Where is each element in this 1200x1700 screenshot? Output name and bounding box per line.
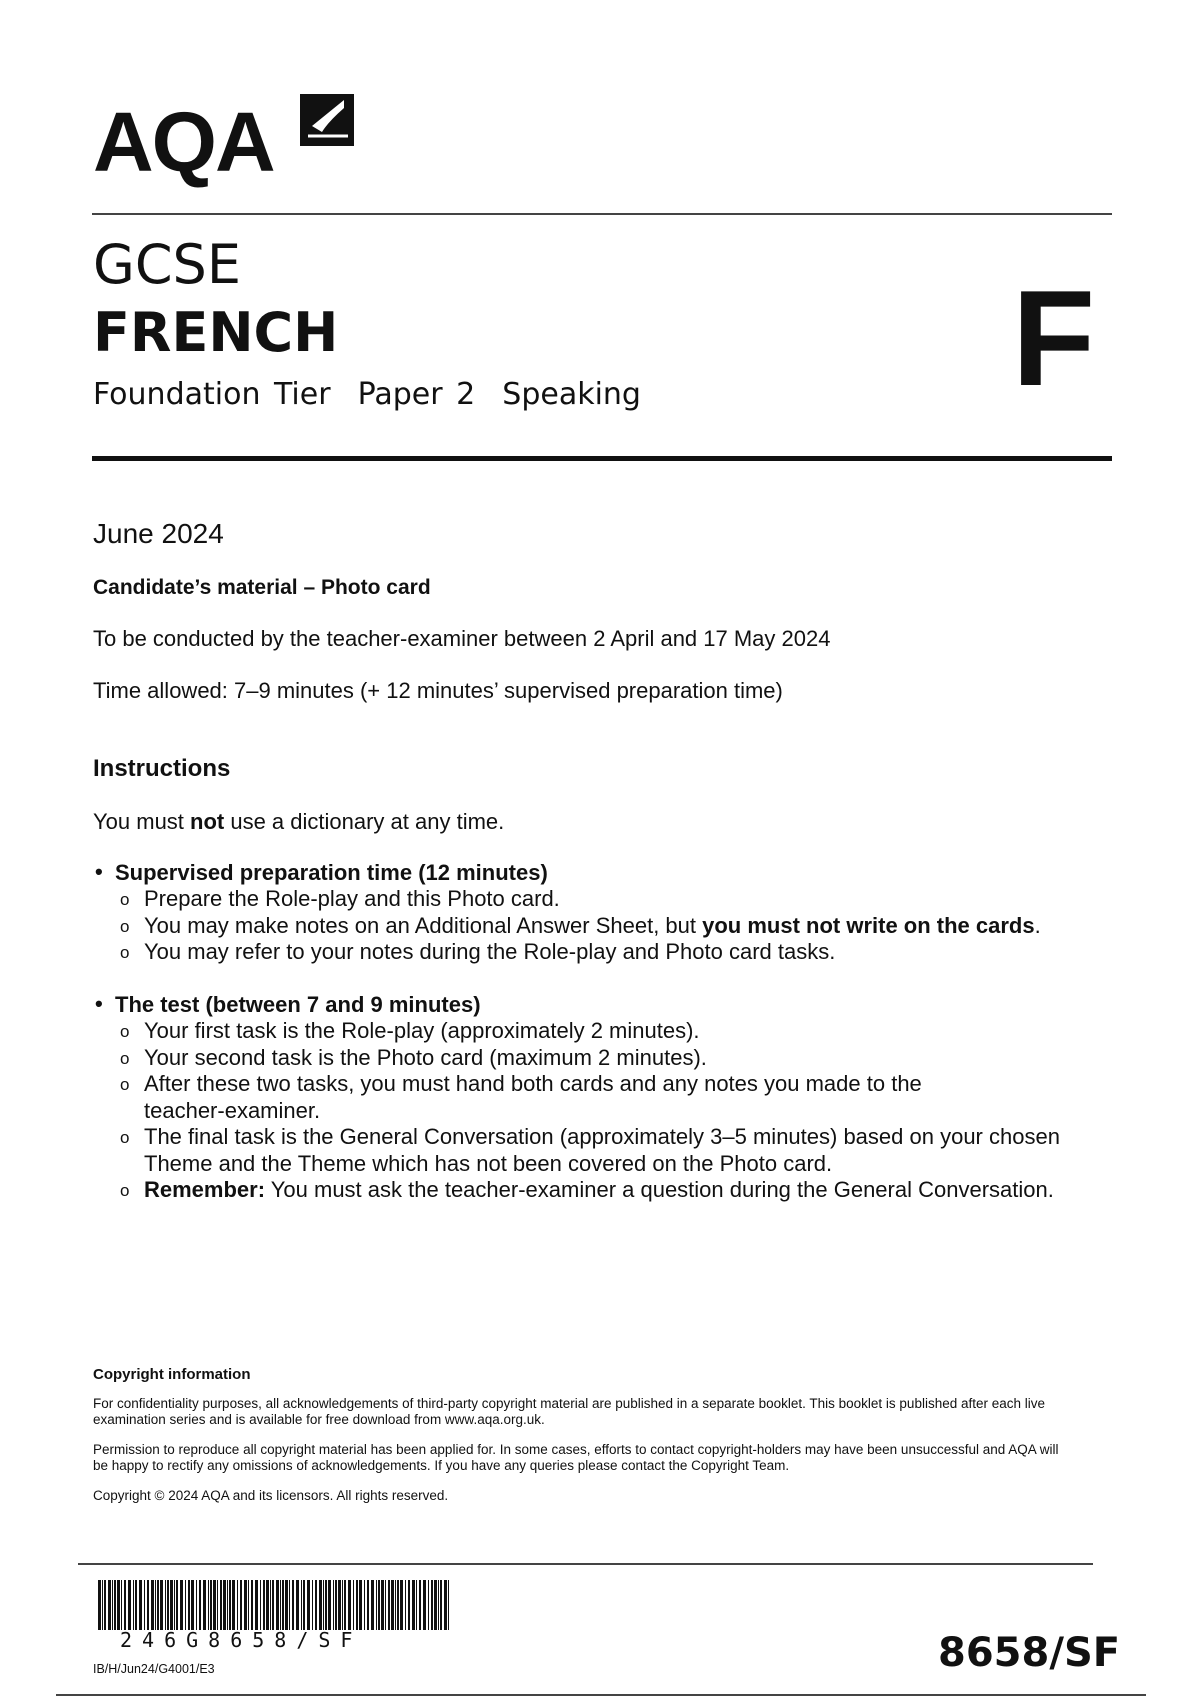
time-allowed-text: Time allowed: 7–9 minutes (+ 12 minutes’ supervised preparation time): [93, 678, 783, 703]
barcode-bar: [255, 1580, 258, 1630]
barcode-bar: [263, 1580, 265, 1630]
prep-item: o You may refer to your notes during the Role-play and Photo card tasks.: [93, 939, 1093, 966]
instructions-heading: Instructions: [93, 755, 231, 782]
reference-code: IB/H/Jun24/G4001/E3: [93, 1662, 215, 1676]
barcode-bar: [144, 1580, 145, 1630]
barcode-bar: [282, 1580, 284, 1630]
barcode-bar: [395, 1580, 396, 1630]
barcode-bar: [160, 1580, 163, 1630]
barcode-bar: [319, 1580, 322, 1630]
barcode-bar: [155, 1580, 156, 1630]
paper-subtitle: [93, 377, 641, 412]
test-title: • The test (between 7 and 9 minutes): [93, 992, 1093, 1018]
copyright-paragraph: For confidentiality purposes, all acknowledgements of third-party copyright material are published in a separate booklet. This booklet is published after each live examination series and is available for free download from www.aqa.org.uk.: [93, 1396, 1046, 1427]
paper-label: Paper 2: [357, 377, 476, 412]
barcode-bar: [391, 1580, 394, 1630]
barcode-bar: [102, 1580, 103, 1630]
test-item: o After these two tasks, you must hand both cards and any notes you made to the teacher-examiner.: [93, 1071, 924, 1124]
barcode-bar: [196, 1580, 197, 1630]
barcode-bar: [266, 1580, 269, 1630]
barcode-bar: [333, 1580, 334, 1630]
barcode-bar: [323, 1580, 324, 1630]
barcode-bar: [244, 1580, 247, 1630]
test-item: o Your second task is the Photo card (maximum 2 minutes).: [93, 1045, 1093, 1072]
barcode-bar: [232, 1580, 235, 1630]
barcode-bar: [296, 1580, 299, 1630]
barcode-bar: [378, 1580, 380, 1630]
barcode-bar: [400, 1580, 403, 1630]
barcode-bar: [280, 1580, 281, 1630]
barcode-bar: [220, 1580, 222, 1630]
barcode-bar: [428, 1580, 429, 1630]
header-bottom-rule: [92, 456, 1112, 461]
page-bottom-rule: [56, 1694, 1146, 1696]
barcode-bar: [431, 1580, 433, 1630]
barcode-bar: [124, 1580, 126, 1630]
barcode-bar: [307, 1580, 310, 1630]
barcode-bar: [342, 1580, 343, 1630]
barcode-bar: [376, 1580, 377, 1630]
barcode-bar: [440, 1580, 442, 1630]
barcode-bar: [121, 1580, 122, 1630]
prep-section: [93, 860, 1093, 966]
barcode-bar: [301, 1580, 302, 1630]
barcode-bar: [98, 1580, 101, 1630]
barcode-bar: [388, 1580, 390, 1630]
barcode-bar: [165, 1580, 166, 1630]
barcode-bar: [364, 1580, 365, 1630]
barcode-bar: [139, 1580, 142, 1630]
barcode-bar: [444, 1580, 447, 1630]
barcode-bar: [240, 1580, 242, 1630]
barcode-bar: [251, 1580, 253, 1630]
barcode-bar: [438, 1580, 439, 1630]
dictionary-instruction: You must not use a dictionary at any time.: [93, 809, 505, 834]
barcode-bar: [248, 1580, 249, 1630]
copyright-paragraph: Copyright © 2024 AQA and its licensors. All rights reserved.: [93, 1488, 449, 1503]
barcode-bar: [412, 1580, 415, 1630]
paper-code: 8658/SF: [938, 1630, 1121, 1676]
barcode-bar: [176, 1580, 178, 1630]
barcode-bar: [312, 1580, 313, 1630]
test-item: o Remember: You must ask the teacher-examiner a question during the General Conversation.: [93, 1177, 1093, 1204]
barcode-bar: [328, 1580, 331, 1630]
barcode-number: 246G8658/SF: [120, 1628, 363, 1652]
tier-letter: F: [1012, 262, 1096, 414]
prep-title: • Supervised preparation time (12 minutes): [93, 860, 1093, 886]
barcode-bar: [199, 1580, 201, 1630]
test-section: [93, 992, 1093, 1204]
prep-item: o You may make notes on an Additional Answer Sheet, but you must not write on the cards.: [93, 913, 1093, 940]
barcode-bar: [135, 1580, 137, 1630]
barcode-bar: [408, 1580, 410, 1630]
prep-item: o Prepare the Role-play and this Photo card.: [93, 886, 1093, 913]
barcode-bar: [338, 1580, 341, 1630]
exam-date: June 2024: [93, 518, 224, 549]
barcode-bar: [381, 1580, 384, 1630]
aqa-logo-text: AQA: [93, 95, 274, 189]
barcode: [98, 1580, 454, 1630]
barcode-bar: [114, 1580, 116, 1630]
barcode-bar: [210, 1580, 212, 1630]
conducted-text: To be conducted by the teacher-examiner between 2 April and 17 May 2024: [93, 626, 831, 651]
material-label: Candidate’s material – Photo card: [93, 576, 431, 599]
barcode-bar: [371, 1580, 374, 1630]
subject-title: FRENCH: [93, 301, 339, 364]
barcode-bar: [385, 1580, 386, 1630]
barcode-bar: [151, 1580, 154, 1630]
barcode-bar: [289, 1580, 290, 1630]
barcode-bar: [229, 1580, 231, 1630]
barcode-bar: [448, 1580, 449, 1630]
barcode-bar: [405, 1580, 406, 1630]
barcode-bar: [348, 1580, 351, 1630]
barcode-bar: [315, 1580, 317, 1630]
barcode-bar: [397, 1580, 399, 1630]
test-item: o The final task is the General Conversation (approximately 3–5 minutes) based on your chosen Theme and the Theme which has not been covered on the Photo card.: [93, 1124, 1094, 1177]
aqa-logo-mark-icon: [298, 92, 356, 148]
barcode-bar: [133, 1580, 134, 1630]
copyright-heading: Copyright information: [93, 1366, 251, 1383]
barcode-bar: [356, 1580, 358, 1630]
barcode-bar: [157, 1580, 159, 1630]
barcode-bar: [128, 1580, 131, 1630]
barcode-bar: [303, 1580, 305, 1630]
barcode-bar: [227, 1580, 228, 1630]
barcode-bar: [260, 1580, 261, 1630]
barcode-bar: [292, 1580, 294, 1630]
barcode-bar: [213, 1580, 216, 1630]
barcode-bar: [167, 1580, 169, 1630]
barcode-bar: [180, 1580, 183, 1630]
barcode-bar: [217, 1580, 218, 1630]
header-top-rule: [92, 213, 1112, 215]
barcode-bar: [276, 1580, 279, 1630]
barcode-bar: [223, 1580, 226, 1630]
barcode-bar: [285, 1580, 288, 1630]
copyright-paragraph: Permission to reproduce all copyright material has been applied for. In some cases, efforts to contact copyright-holders may have been unsuccessful and AQA will be happy to rectify any omissions of acknowledgements. If you have any queries please contact the Copyright Team.: [93, 1442, 1059, 1473]
barcode-bar: [353, 1580, 354, 1630]
barcode-bar: [325, 1580, 327, 1630]
barcode-bar: [367, 1580, 369, 1630]
barcode-bar: [419, 1580, 421, 1630]
barcode-bar: [237, 1580, 238, 1630]
barcode-bar: [344, 1580, 346, 1630]
qualification-title: GCSE: [93, 233, 241, 296]
barcode-bar: [174, 1580, 175, 1630]
barcode-bar: [272, 1580, 274, 1630]
barcode-bar: [203, 1580, 206, 1630]
footer-rule: [78, 1563, 1093, 1565]
barcode-bar: [188, 1580, 190, 1630]
barcode-bar: [208, 1580, 209, 1630]
barcode-bar: [104, 1580, 106, 1630]
barcode-bar: [191, 1580, 194, 1630]
barcode-bar: [112, 1580, 113, 1630]
component-label: Speaking: [502, 377, 641, 412]
barcode-bar: [423, 1580, 426, 1630]
barcode-bar: [359, 1580, 362, 1630]
barcode-bar: [108, 1580, 111, 1630]
barcode-bar: [434, 1580, 437, 1630]
tier-label: Foundation Tier: [93, 377, 331, 412]
test-item: o Your first task is the Role-play (approximately 2 minutes).: [93, 1018, 1093, 1045]
barcode-bar: [170, 1580, 173, 1630]
barcode-bar: [185, 1580, 186, 1630]
barcode-bar: [335, 1580, 337, 1630]
barcode-bar: [117, 1580, 120, 1630]
barcode-bar: [270, 1580, 271, 1630]
barcode-bar: [416, 1580, 417, 1630]
barcode-bar: [147, 1580, 149, 1630]
